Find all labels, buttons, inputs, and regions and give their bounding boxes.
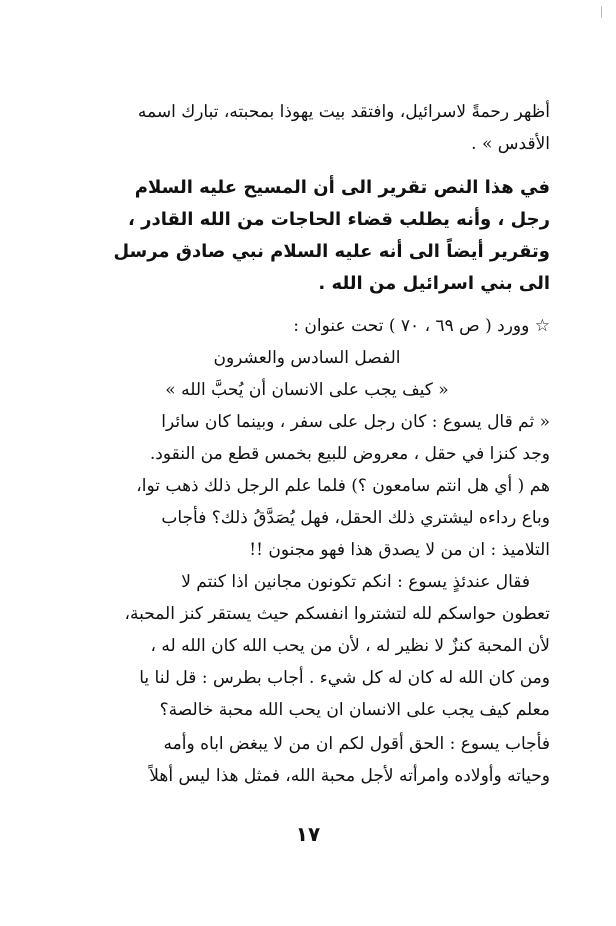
text-line: معلم كيف يجب على الانسان ان يحب الله محبة خالصة؟ xyxy=(159,700,550,720)
text-line: فقال عندئذٍ يسوع : انكم تكونون مجانين اذا كنتم لا xyxy=(181,572,530,592)
text-line: وتقرير أيضاً الى أنه عليه السلام نبي صادق مرسل xyxy=(113,241,550,262)
paragraph-citation-header xyxy=(64,310,550,406)
paragraph-jesus-answer xyxy=(64,566,550,726)
text-line: التلاميذ : ان من لا يصدق هذا فهو مجنون !! xyxy=(249,540,550,560)
text-line: « ثم قال يسوع : كان رجل على سفر ، وبينما كان سائرا xyxy=(161,412,550,432)
paragraph-jesus-reply xyxy=(64,728,550,792)
text-line: هم ( أي هل انتم سامعون ؟) فلما علم الرجل ذلك ذهب توا، xyxy=(136,476,550,496)
chapter-subtitle: « كيف يجب على الانسان أن يُحبَّ الله » xyxy=(165,380,449,400)
paragraph-commentary xyxy=(64,172,550,300)
text-line: الى بني اسرائيل من الله . xyxy=(318,273,550,294)
text-line: الأقدس » . xyxy=(471,134,550,154)
text-line: تعطون حواسكم لله لتشتروا انفسكم حيث يستقر كنز المحبة، xyxy=(124,604,550,624)
paragraph-intro-quote-end xyxy=(64,96,550,160)
text-line: وباع رداءه ليشتري ذلك الحقل، فهل يُصَدَّقُ ذلك؟ فأجاب xyxy=(161,508,550,528)
text-line: فأجاب يسوع : الحق أقول لكم ان من لا يبغض اباه وأمه xyxy=(163,734,550,754)
text-line: وجد كنزا في حقل ، معروض للبيع بخمس قطع من النقود. xyxy=(149,444,550,464)
paragraph-jesus-parable xyxy=(64,406,550,566)
text-line: لأن المحبة كنزٌ لا نظير له ، لأن من يحب الله كان الله له ، xyxy=(150,636,550,656)
text-line: ومن كان الله له كان له كل شيء . أجاب بطرس : قل لنا يا xyxy=(139,668,550,688)
citation-line: ☆ وورد ( ص ٦٩ ، ٧٠ ) تحت عنوان : xyxy=(293,316,550,336)
text-line: وحياته وأولاده وامرأته لأجل محبة الله، فمثل هذا ليس أهلاً xyxy=(149,766,550,786)
text-line: في هذا النص تقرير الى أن المسيح عليه السلام xyxy=(134,177,550,198)
chapter-title: الفصل السادس والعشرون xyxy=(213,348,401,368)
text-line: رجل ، وأنه يطلب قضاء الحاجات من الله القادر ، xyxy=(128,209,550,230)
scan-mark xyxy=(601,6,602,18)
page-number: ١٧ xyxy=(295,822,321,846)
text-line: أظهر رحمةً لاسرائيل، وافتقد بيت يهوذا بمحبته، تبارك اسمه xyxy=(137,102,550,122)
